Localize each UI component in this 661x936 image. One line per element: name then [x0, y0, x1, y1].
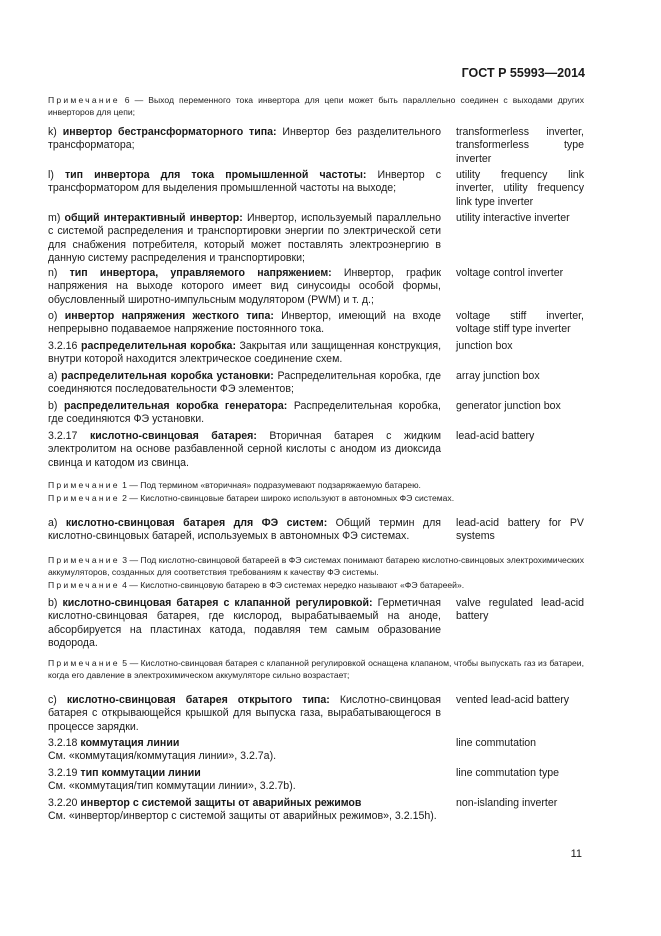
term-english: array junction box — [456, 370, 540, 382]
term-english: line commutation — [456, 737, 537, 749]
term-english: line commutation type — [456, 767, 560, 779]
note-4: Примечание 4 — Кислотно-свинцовую батарею в ФЭ системах нередко называют «ФЭ батареей». — [48, 580, 465, 590]
term-definition: 3.2.20 инвертор с системой защиты от аварийных режимов См. «инвертор/инвертор с системой защиты от аварийных режимов», 3.2.15h). — [48, 797, 437, 823]
term-definition: k) инвертор бестрансформаторного типа: Инвертор без разделительного трансформатора; — [48, 126, 441, 152]
term-english: transformerless inverter, transformerless type inverter — [456, 126, 584, 165]
note-2: Примечание 2 — Кислотно-свинцовые батареи широко используют в автономных ФЭ системах. — [48, 493, 455, 503]
page-number: 11 — [570, 848, 582, 860]
term-definition: 3.2.19 тип коммутации линии См. «коммутация/тип коммутации линии», 3.2.7b). — [48, 767, 296, 793]
term-english: voltage stiff inverter, voltage stiff type inverter — [456, 310, 584, 336]
term-definition: b) распределительная коробка генератора: Распределительная коробка, где соединяются ФЭ установки. — [48, 400, 441, 426]
term-definition: o) инвертор напряжения жесткого типа: Инвертор, имеющий на входе непрерывно подаваемое напряжение постоянного тока. — [48, 310, 441, 336]
term-definition: 3.2.17 кислотно-свинцовая батарея: Вторичная батарея с жидким электролитом на основе разбавленной серной кислоты с анодом из диоксида свинца и катодом из свинца. — [48, 430, 441, 469]
term-definition: c) кислотно-свинцовая батарея открытого типа: Кислотно-свинцовая батарея с открывающейся крышкой для выпуска газа, вырабатывающегося в процессе зарядки. — [48, 694, 441, 733]
term-definition: 3.2.18 коммутация линии См. «коммутация/коммутация линии», 3.2.7a). — [48, 737, 277, 763]
note-5: Примечание 5 — Кислотно-свинцовая батарея с клапанной регулировкой оснащена клапаном, чтобы выпускать газ из батареи, когда его давление в электрохимическом аккумуляторе сильно возрастает; — [48, 658, 584, 680]
note-3: Примечание 3 — Под кислотно-свинцовой батареей в ФЭ системах понимают батарею кислотно-свинцовых электрохимических аккумуляторов, созданных для соответствия требованиям к качеству ФЭ системы. — [48, 555, 584, 577]
document-header: ГОСТ Р 55993—2014 — [461, 66, 585, 80]
term-english: vented lead-acid battery — [456, 694, 570, 706]
term-definition: b) кислотно-свинцовая батарея с клапанной регулировкой: Герметичная кислотно-свинцовая батарея, где кислород, вырабатываемый на аноде, абсорбируется на пластинах катода, подавляя тем самым образование водорода. — [48, 597, 441, 649]
term-english: generator junction box — [456, 400, 561, 412]
term-english: lead-acid battery for PV systems — [456, 517, 584, 543]
term-english: junction box — [456, 340, 513, 352]
term-definition: a) распределительная коробка установки: Распределительная коробка, где соединяются последовательности ФЭ элементов; — [48, 370, 441, 396]
term-definition: a) кислотно-свинцовая батарея для ФЭ систем: Общий термин для кислотно-свинцовых батарей, используемых в автономных ФЭ системах. — [48, 517, 441, 543]
note-6: Примечание 6 — Выход переменного тока инвертора для цепи может быть параллельно соединен с выходами других инверторов для цепи; — [48, 95, 584, 117]
term-definition: n) тип инвертора, управляемого напряжением: Инвертор, график напряжения на выходе которого имеет вид синусоиды особой формы, обусловленный широтно-импульсным модулятором (PWM) и т. д.; — [48, 267, 441, 306]
term-definition: m) общий интерактивный инвертор: Инвертор, используемый параллельно с системой распределения и транспортировки энергии по электрической сети для снабжения потребителя, который может поставлять электроэнергию в данную систему распределения и транспортировки; — [48, 212, 442, 264]
term-definition: l) тип инвертора для тока промышленной частоты: Инвертор с трансформатором для выделения промышленной частоты на выходе; — [48, 169, 441, 195]
note-1: Примечание 1 — Под термином «вторичная» подразумевают подзаряжаемую батарею. — [48, 480, 421, 490]
term-definition: 3.2.16 распределительная коробка: Закрытая или защищенная конструкция, внутри которой находится электрическое соединение схем. — [48, 340, 442, 366]
term-english: non-islanding inverter — [456, 797, 558, 809]
term-english: utility interactive inverter — [456, 212, 570, 224]
term-english: valve regulated lead-acid battery — [456, 597, 584, 623]
term-english: utility frequency link inverter, utility frequency link type inverter — [456, 169, 584, 208]
term-english: voltage control inverter — [456, 267, 564, 279]
term-english: lead-acid battery — [456, 430, 535, 442]
